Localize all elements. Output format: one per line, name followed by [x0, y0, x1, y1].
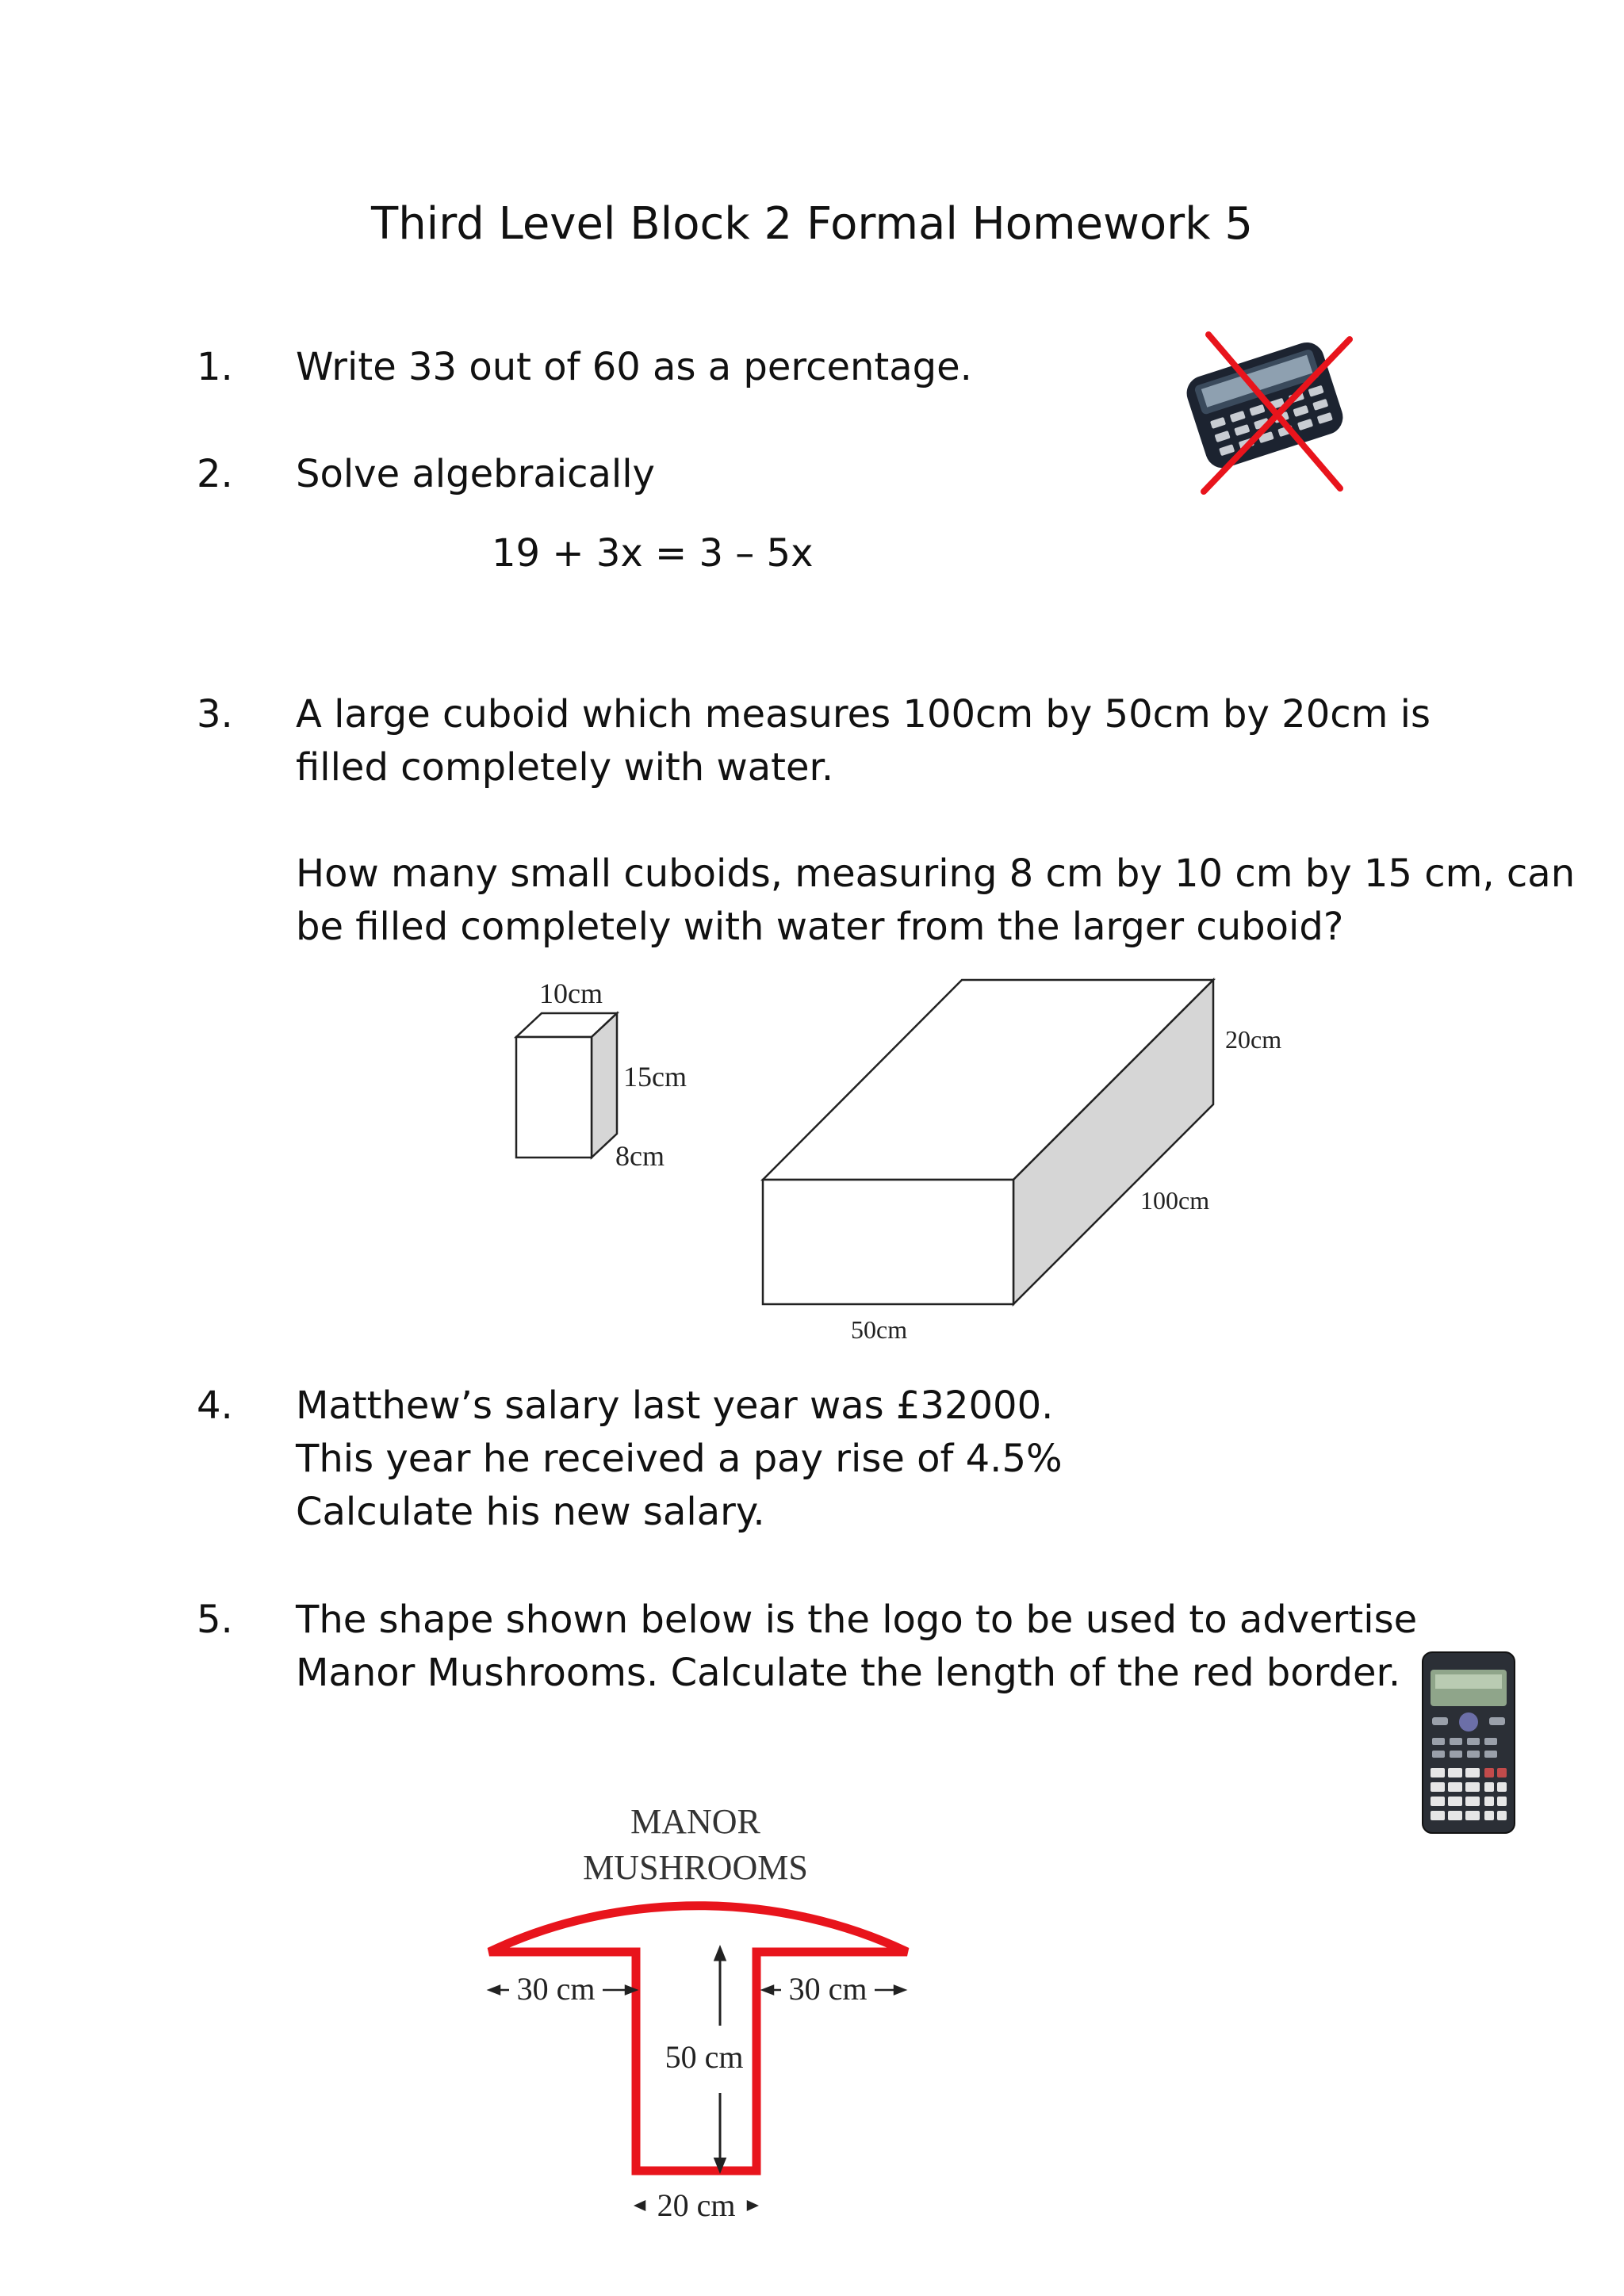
stem-width-label: 20 cm [657, 2187, 736, 2223]
small-cuboid [516, 1013, 617, 1158]
logo-line-1: MANOR [630, 1802, 760, 1841]
question-5-text [296, 1594, 1417, 1700]
question-3-line-1: A large cuboid which measures 100cm by 50cm by 20cm is [296, 692, 1431, 737]
question-4-text [296, 1380, 1063, 1539]
large-cuboid-height-label: 20cm [1225, 1025, 1282, 1054]
question-3-line-4: be filled completely with water from the larger cuboid? [296, 905, 1344, 949]
large-cuboid-length-label: 100cm [1140, 1186, 1210, 1215]
left-width-label: 30 cm [516, 1971, 596, 2007]
mushroom-logo [0, 1705, 1624, 2296]
small-cuboid-top-label: 10cm [539, 978, 603, 1009]
question-3-line-3: How many small cuboids, measuring 8 cm by 10 cm by 15 cm, can [296, 851, 1576, 896]
page-title: Third Level Block 2 Formal Homework 5 [370, 198, 1253, 250]
question-2-equation: 19 + 3x = 3 – 5x [492, 531, 814, 576]
question-4-number: 4. [197, 1383, 233, 1428]
question-3-number: 3. [197, 692, 233, 737]
small-cuboid-depth-label: 8cm [615, 1140, 665, 1172]
logo-line-2: MUSHROOMS [583, 1848, 808, 1887]
large-cuboid [763, 980, 1213, 1304]
question-2-text: Solve algebraically [296, 452, 655, 496]
question-5-number: 5. [197, 1598, 233, 1642]
small-cuboid-side-label: 15cm [623, 1061, 687, 1093]
question-4-line-3: Calculate his new salary. [296, 1490, 765, 1534]
question-4-line-2: This year he received a pay rise of 4.5% [296, 1437, 1063, 1481]
question-4-line-1: Matthew’s salary last year was £32000. [296, 1383, 1054, 1428]
question-5-line-2: Manor Mushrooms. Calculate the length of the red border. [296, 1651, 1401, 1695]
large-cuboid-width-label: 50cm [851, 1315, 908, 1344]
question-2-number: 2. [197, 452, 233, 496]
mushroom-red-border [489, 1906, 907, 2171]
question-3-line-2: filled completely with water. [296, 745, 834, 790]
question-5-line-1: The shape shown below is the logo to be used to advertise [296, 1598, 1418, 1642]
question-1-number: 1. [197, 345, 233, 389]
question-1-text: Write 33 out of 60 as a percentage. [296, 345, 972, 389]
stem-height-label: 50 cm [665, 2039, 744, 2075]
right-width-label: 30 cm [788, 1971, 868, 2007]
